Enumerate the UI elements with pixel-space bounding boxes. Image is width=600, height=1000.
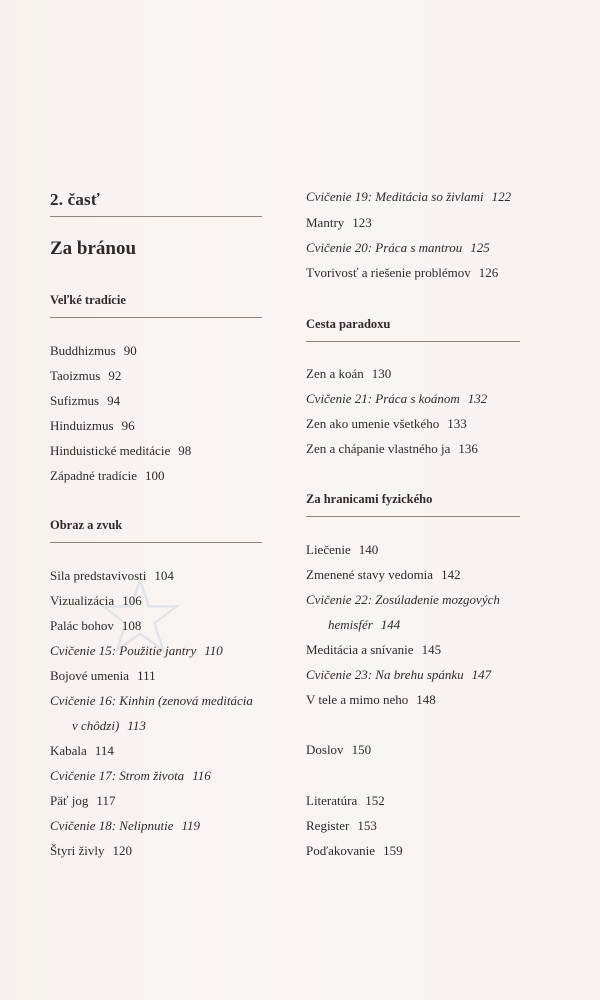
toc-exercise-entry: Cvičenie 19: Meditácia so živlami 122 <box>306 189 512 204</box>
toc-entry: Päť jog 117 <box>50 793 116 808</box>
section-heading: Cesta paradoxu <box>306 317 391 331</box>
toc-entry: Literatúra 152 <box>306 793 385 808</box>
toc-exercise-entry-continued: hemisfér 144 <box>328 617 401 632</box>
toc-exercise-entry: Cvičenie 22: Zosúladenie mozgových <box>306 592 500 607</box>
chapter-title: Za bránou <box>50 238 137 259</box>
toc-exercise-entry: Cvičenie 18: Nelipnutie 119 <box>50 818 201 833</box>
toc-entry: Západné tradície 100 <box>50 468 165 483</box>
section-rule <box>306 516 520 517</box>
toc-entry: Štyri živly 120 <box>50 843 133 858</box>
toc-entry: Sufizmus 94 <box>50 393 121 408</box>
toc-entry: Sila predstavivosti 104 <box>50 568 174 583</box>
toc-entry: Zen a chápanie vlastného ja 136 <box>306 441 478 456</box>
toc-exercise-entry: Cvičenie 21: Práca s koánom 132 <box>306 391 488 406</box>
toc-entry: Mantry 123 <box>306 215 372 230</box>
toc-exercise-entry: Cvičenie 16: Kinhin (zenová meditácia <box>50 693 253 708</box>
toc-entry: Zen a koán 130 <box>306 366 392 381</box>
toc-entry: Liečenie 140 <box>306 542 379 557</box>
section-heading: Obraz a zvuk <box>50 518 123 532</box>
toc-entry: Hinduistické meditácie 98 <box>50 443 192 458</box>
toc-entry: Kabala 114 <box>50 743 114 758</box>
section-rule <box>306 341 520 342</box>
toc-entry: Poďakovanie 159 <box>306 843 403 858</box>
section-rule <box>50 542 262 543</box>
part-rule <box>50 216 262 217</box>
section-rule <box>50 317 262 318</box>
toc-exercise-entry: Cvičenie 17: Strom života 116 <box>50 768 211 783</box>
toc-exercise-entry-continued: v chôdzi) 113 <box>72 718 146 733</box>
toc-exercise-entry: Cvičenie 15: Použitie jantry 110 <box>50 643 223 658</box>
toc-entry: Register 153 <box>306 818 377 833</box>
section-heading: Za hranicami fyzického <box>306 492 433 506</box>
part-title: 2. časť <box>50 190 100 209</box>
toc-entry: Tvorivosť a riešenie problémov 126 <box>306 265 499 280</box>
toc-exercise-entry: Cvičenie 20: Práca s mantrou 125 <box>306 240 490 255</box>
toc-exercise-entry: Cvičenie 23: Na brehu spánku 147 <box>306 667 492 682</box>
toc-entry: Taoizmus 92 <box>50 368 122 383</box>
toc-entry: Vizualizácia 106 <box>50 593 142 608</box>
toc-entry: Zen ako umenie všetkého 133 <box>306 416 467 431</box>
toc-entry: Bojové umenia 111 <box>50 668 156 683</box>
toc-entry: V tele a mimo neho 148 <box>306 692 436 707</box>
toc-entry: Meditácia a snívanie 145 <box>306 642 442 657</box>
section-heading: Veľké tradície <box>50 293 126 307</box>
toc-entry: Buddhizmus 90 <box>50 343 137 358</box>
toc-entry: Doslov 150 <box>306 742 372 757</box>
toc-entry: Hinduizmus 96 <box>50 418 135 433</box>
toc-entry: Zmenené stavy vedomia 142 <box>306 567 461 582</box>
toc-entry: Palác bohov 108 <box>50 618 142 633</box>
